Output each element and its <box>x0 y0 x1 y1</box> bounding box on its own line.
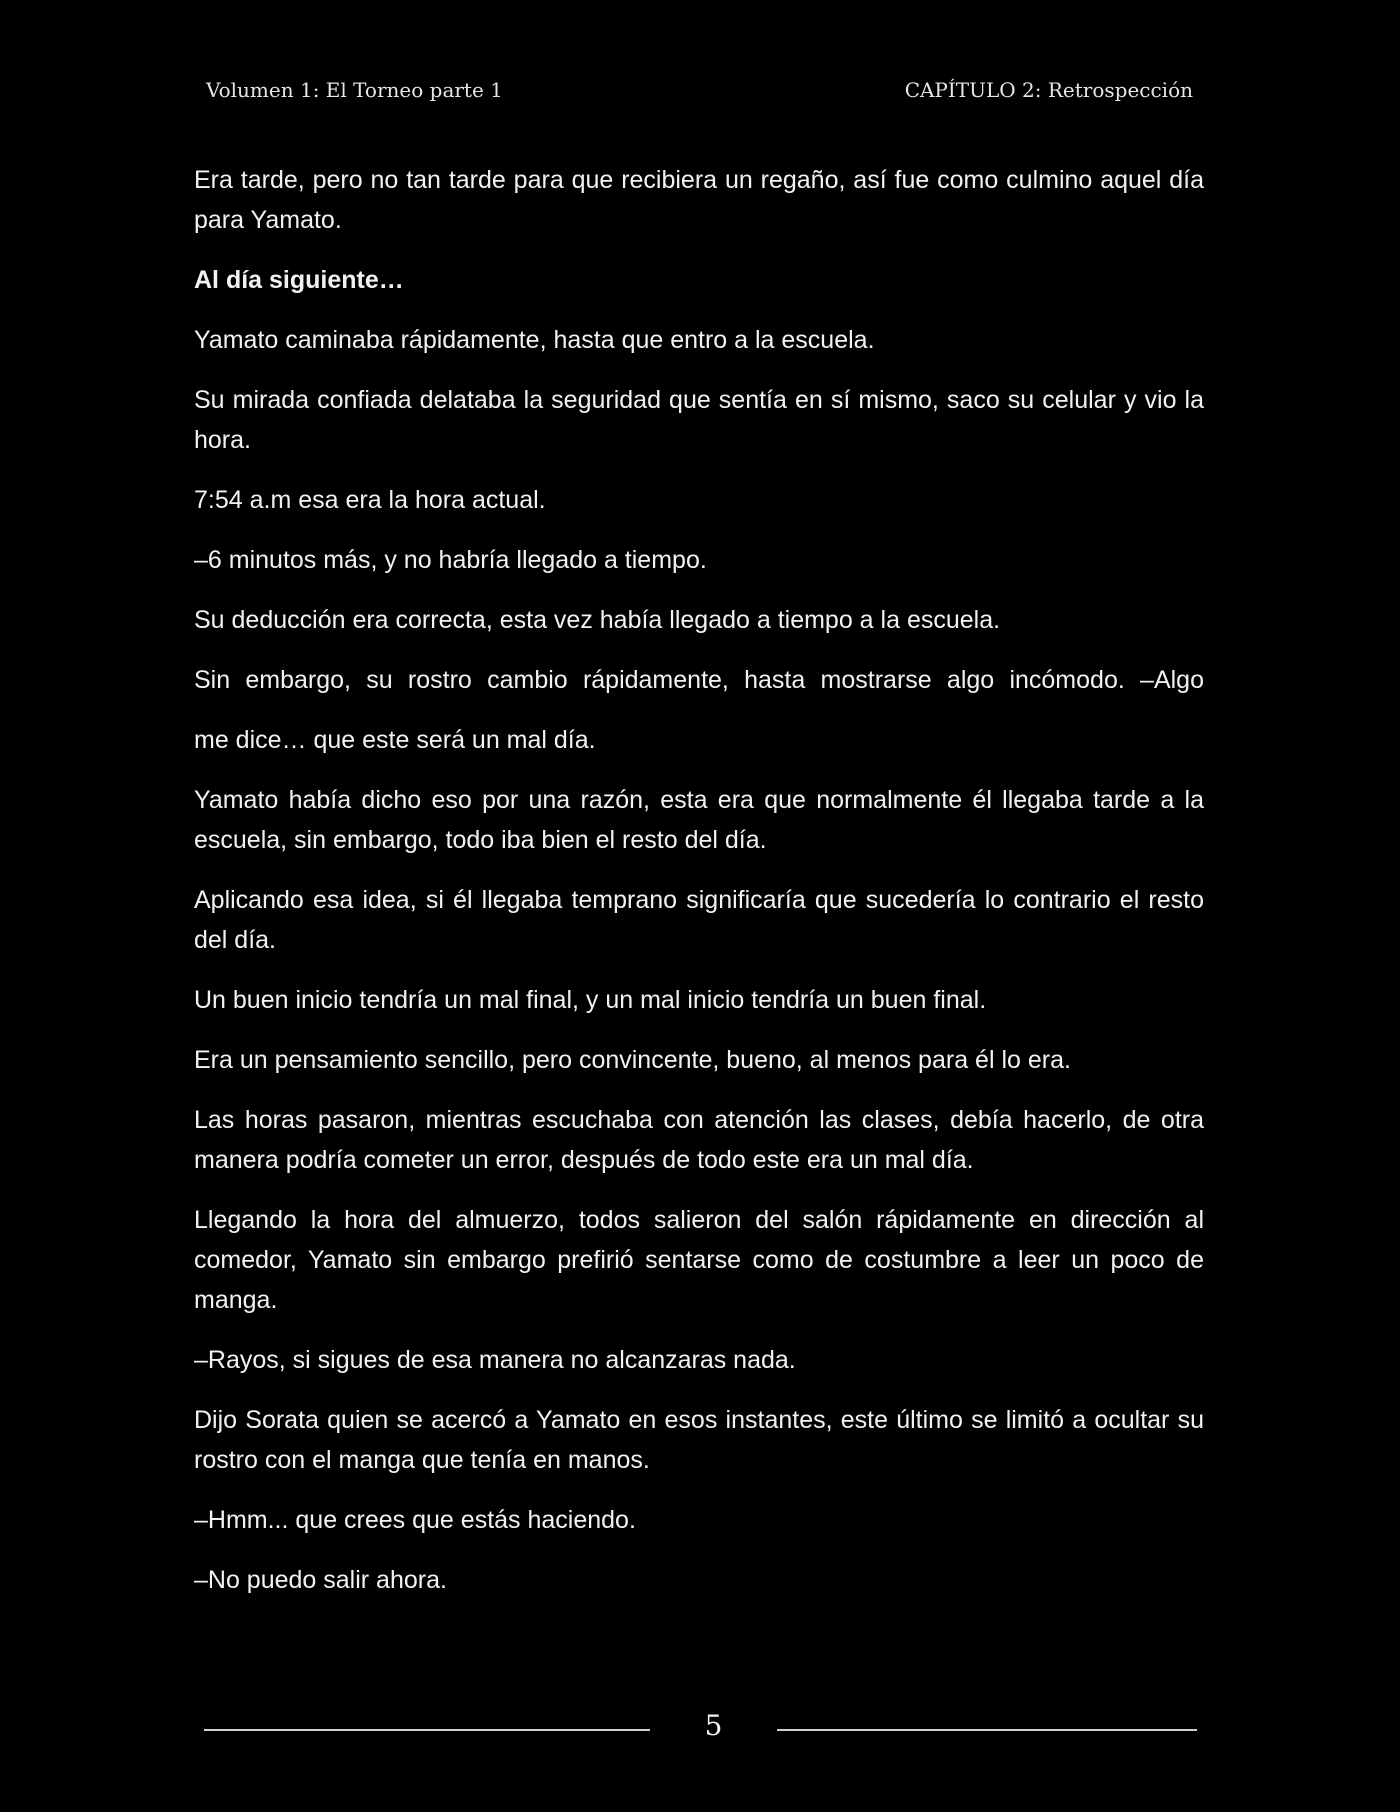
scene-heading: Al día siguiente… <box>194 266 404 294</box>
dialogue-line: –6 minutos más, y no habría llegado a tiempo. <box>194 546 707 574</box>
paragraph: Yamato había dicho eso por una razón, esta era que normalmente él llegaba tarde a la escuela, sin embargo, todo iba bien el resto del día. <box>194 786 1204 854</box>
paragraph: Llegando la hora del almuerzo, todos salieron del salón rápidamente en dirección al comedor, Yamato sin embargo prefirió sentarse como de costumbre a leer un poco de manga. <box>194 1206 1204 1314</box>
footer-rule-right <box>777 1729 1197 1731</box>
running-header <box>206 78 1193 108</box>
paragraph: Yamato caminaba rápidamente, hasta que entro a la escuela. <box>194 326 875 354</box>
body-text <box>194 160 1204 1620</box>
dialogue-line: –No puedo salir ahora. <box>194 1566 447 1594</box>
paragraph: Las horas pasaron, mientras escuchaba con atención las clases, debía hacerlo, de otra manera podría cometer un error, después de todo este era un mal día. <box>194 1106 1204 1174</box>
paragraph: Era un pensamiento sencillo, pero convincente, bueno, al menos para él lo era. <box>194 1046 1071 1074</box>
page-number: 5 <box>704 1709 723 1742</box>
paragraph: Dijo Sorata quien se acercó a Yamato en esos instantes, este último se limitó a ocultar su rostro con el manga que tenía en manos. <box>194 1406 1204 1474</box>
paragraph: Su deducción era correcta, esta vez había llegado a tiempo a la escuela. <box>194 606 1001 634</box>
header-volume-title: Volumen 1: El Torneo parte 1 <box>206 78 503 102</box>
paragraph: me dice… que este será un mal día. <box>194 726 596 754</box>
paragraph: 7:54 a.m esa era la hora actual. <box>194 486 546 514</box>
header-chapter-title: CAPÍTULO 2: Retrospección <box>904 78 1193 102</box>
dialogue-line: –Rayos, si sigues de esa manera no alcanzaras nada. <box>194 1346 796 1374</box>
paragraph: Un buen inicio tendría un mal final, y un mal inicio tendría un buen final. <box>194 986 987 1014</box>
paragraph: Aplicando esa idea, si él llegaba temprano significaría que sucedería lo contrario el resto del día. <box>194 886 1204 954</box>
paragraph: Era tarde, pero no tan tarde para que recibiera un regaño, así fue como culmino aquel día para Yamato. <box>194 166 1204 234</box>
paragraph: Sin embargo, su rostro cambio rápidamente, hasta mostrarse algo incómodo. –Algo <box>194 666 1204 694</box>
footer-rule-left <box>204 1729 650 1731</box>
paragraph: Su mirada confiada delataba la seguridad que sentía en sí mismo, saco su celular y vio la hora. <box>194 386 1204 454</box>
page-footer <box>204 1709 1197 1755</box>
dialogue-line: –Hmm... que crees que estás haciendo. <box>194 1506 636 1534</box>
